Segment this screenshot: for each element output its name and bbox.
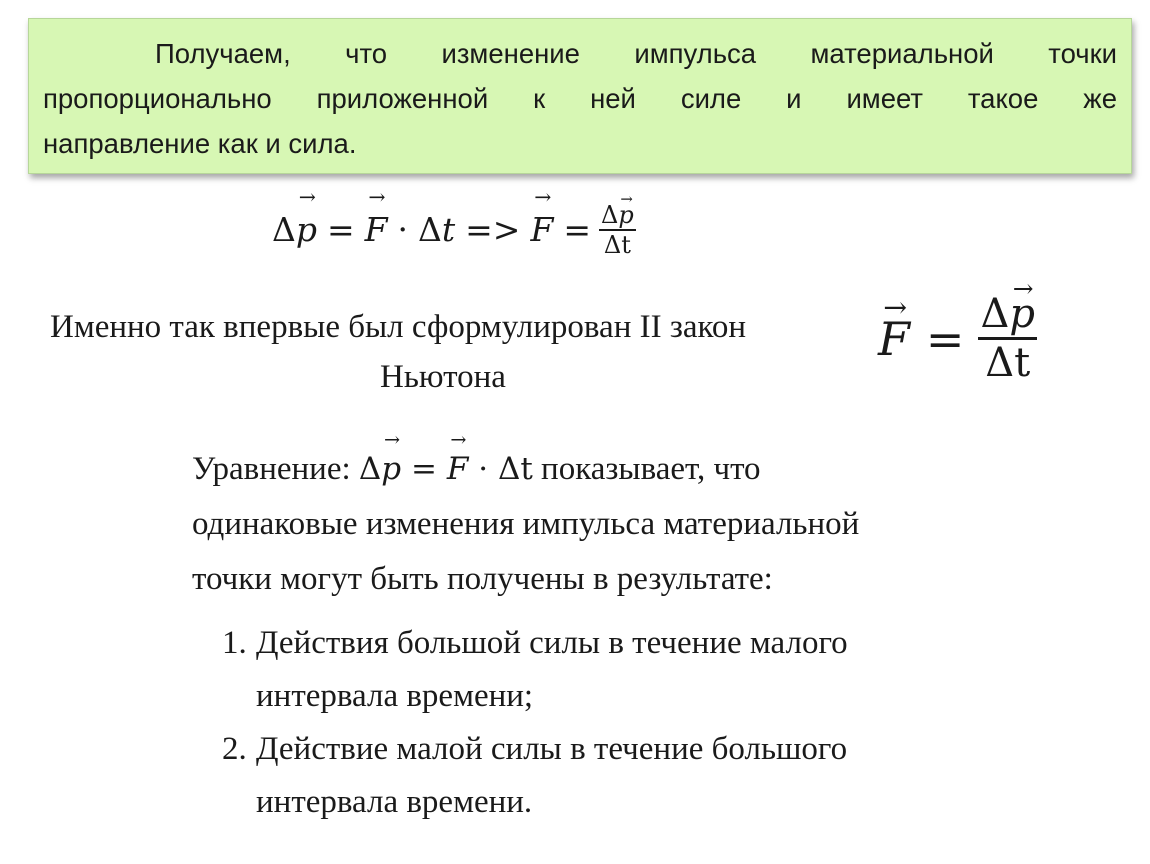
fraction bbox=[978, 292, 1037, 385]
equals-sign: = bbox=[326, 210, 355, 249]
equals-sign: = bbox=[563, 210, 592, 249]
momentum-vector: → p bbox=[296, 200, 317, 260]
list-item bbox=[222, 723, 1022, 829]
delta-symbol: Δ bbox=[272, 210, 296, 249]
list-item bbox=[222, 617, 1022, 723]
inline-formula: Δ→ p = → F · Δt bbox=[359, 451, 533, 487]
law-statement bbox=[50, 302, 860, 402]
equation-prefix: Уравнение: bbox=[192, 451, 351, 487]
list-text: Действия большой силы в течение малого интервала времени; bbox=[256, 625, 848, 714]
fraction bbox=[599, 202, 636, 259]
fraction-numerator: Δ→ p bbox=[978, 292, 1037, 340]
implies-sign: => bbox=[465, 210, 521, 249]
fraction-numerator: Δ→ p bbox=[599, 202, 636, 231]
force-vector: → F bbox=[365, 200, 388, 260]
equation-line-1 bbox=[192, 442, 1022, 497]
intro-paragraph bbox=[43, 31, 1117, 166]
list-number: 1. bbox=[222, 625, 247, 661]
dot-operator: · bbox=[397, 210, 409, 249]
law-line-1: Именно так впервые был сформулирован II закон bbox=[50, 309, 747, 345]
list-text: Действие малой силы в течение большого интервала времени. bbox=[256, 731, 848, 820]
intro-line-3: направление как и сила. bbox=[43, 128, 357, 159]
equation-line-3: точки могут быть получены в результате: bbox=[192, 561, 773, 597]
intro-line-1: Получаем, что изменение импульса материальной точки bbox=[155, 38, 1117, 69]
fraction-denominator: Δt bbox=[985, 340, 1031, 386]
equation-explanation bbox=[192, 442, 1022, 607]
law-line-2: Ньютона bbox=[380, 359, 506, 395]
intro-box bbox=[28, 18, 1132, 174]
intro-line-2: пропорционально приложенной к ней силе и имеет такое же bbox=[43, 83, 1117, 114]
delta-symbol: Δ bbox=[418, 210, 442, 249]
time-variable: t bbox=[441, 210, 456, 249]
equation-line-2: одинаковые изменения импульса материальной bbox=[192, 506, 860, 542]
newton-law-formula bbox=[878, 292, 1037, 385]
equals-sign: = bbox=[925, 311, 965, 366]
cases-list bbox=[222, 617, 1022, 829]
force-vector: → F bbox=[878, 312, 910, 366]
fraction-denominator: Δt bbox=[603, 231, 631, 259]
momentum-formula bbox=[272, 200, 636, 260]
force-vector: → F bbox=[530, 200, 553, 260]
equation-suffix: показывает, что bbox=[541, 451, 761, 487]
list-number: 2. bbox=[222, 731, 247, 767]
